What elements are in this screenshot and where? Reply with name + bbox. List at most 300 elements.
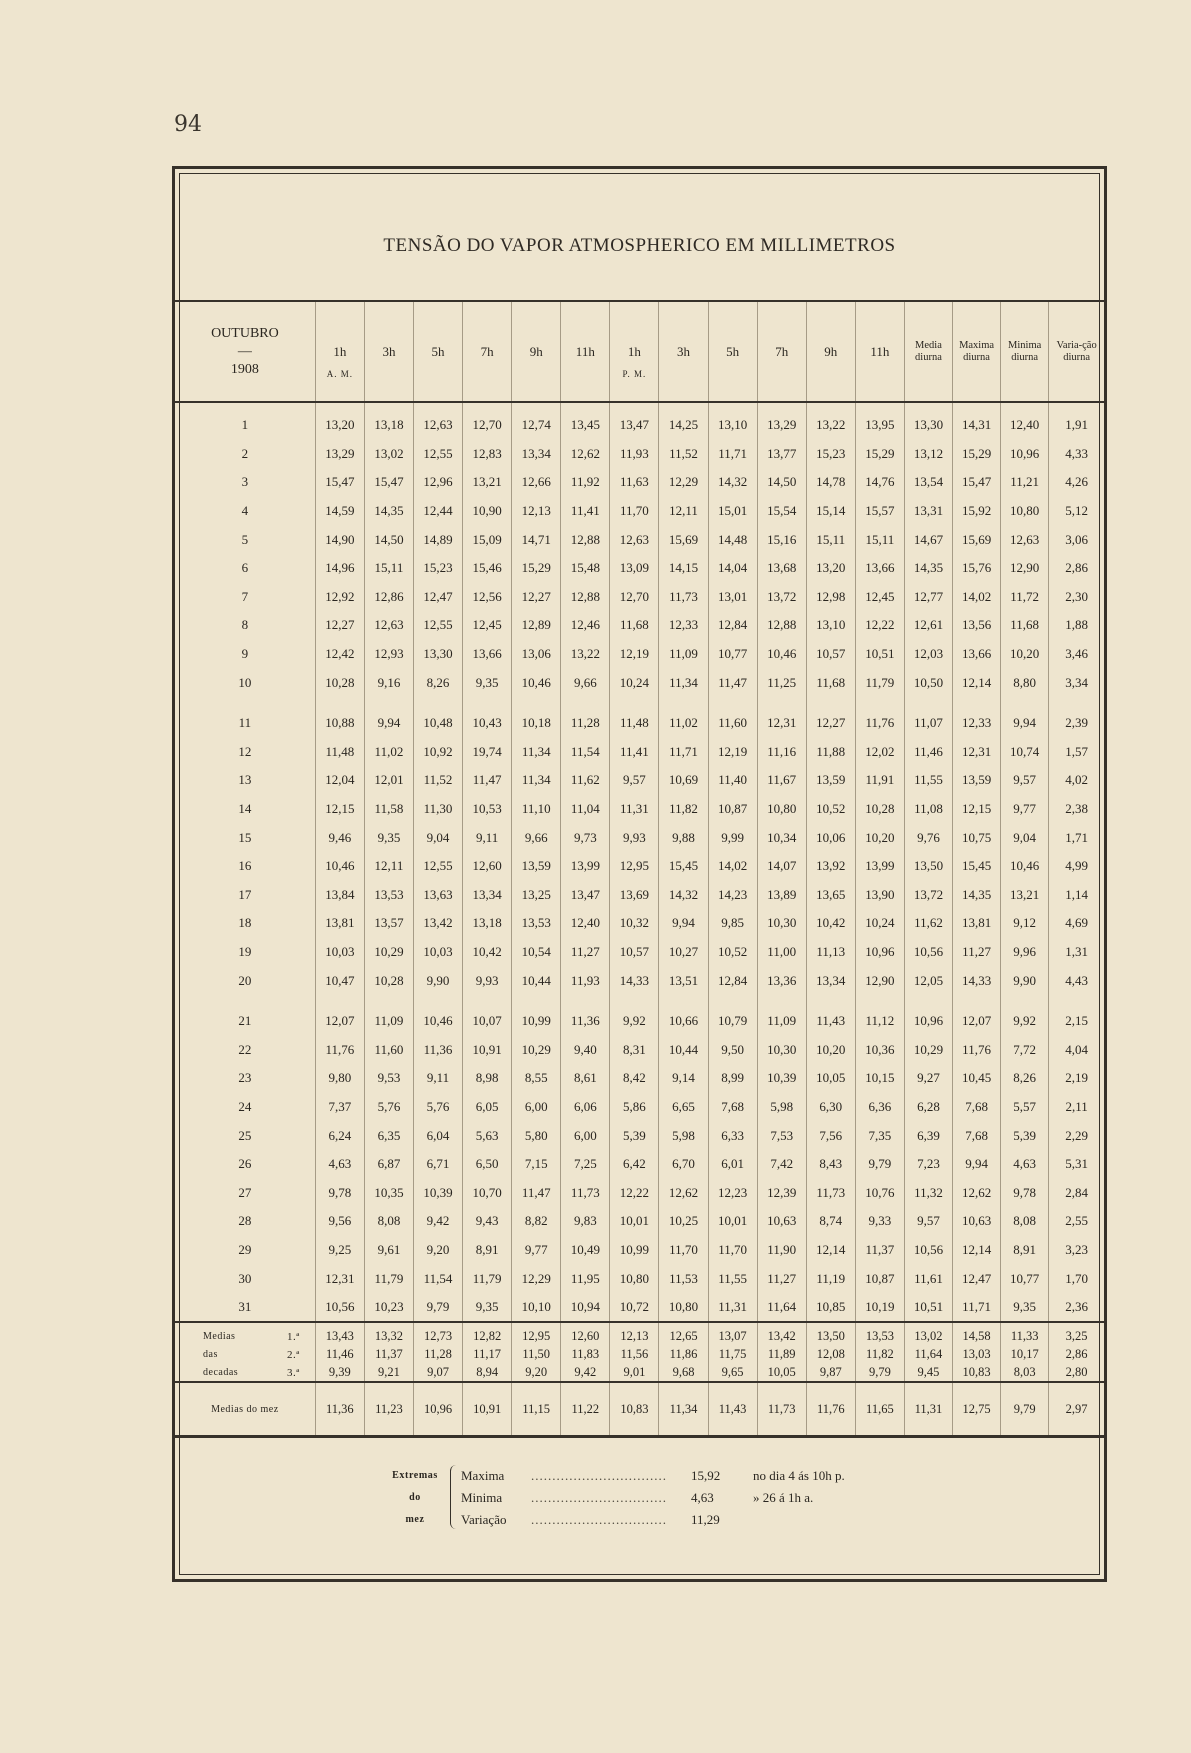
value-cell: 13,29: [315, 440, 364, 469]
value-cell: 11,64: [757, 1293, 806, 1323]
value-cell: 13,34: [463, 881, 512, 910]
value-cell: 5,80: [512, 1121, 561, 1150]
value-cell: 3,25: [1049, 1322, 1104, 1345]
value-cell: 12,08: [806, 1345, 855, 1363]
value-cell: 5,98: [659, 1121, 708, 1150]
month-means-row: [175, 1382, 1104, 1437]
decade-gap: [175, 995, 1104, 1007]
value-cell: 10,74: [1001, 738, 1049, 767]
table-row: [175, 795, 1104, 824]
value-cell: 5,57: [1001, 1093, 1049, 1122]
value-cell: 7,42: [757, 1150, 806, 1179]
gap-cell: [1049, 995, 1104, 1007]
value-cell: 10,05: [806, 1064, 855, 1093]
table-row: [175, 881, 1104, 910]
value-cell: 6,71: [413, 1150, 462, 1179]
hour-label: 1h: [627, 343, 641, 359]
value-cell: 10,44: [512, 966, 561, 995]
extreme-name: Maxima: [461, 1468, 505, 1483]
value-cell: 10,80: [659, 1293, 708, 1323]
day-cell: 23: [238, 1070, 252, 1086]
day-cell: 5: [241, 531, 249, 547]
value-cell: 12,15: [953, 795, 1001, 824]
value-cell: 12,42: [315, 640, 364, 669]
value-cell: 12,40: [1001, 402, 1049, 440]
extreme-dots: ................................: [531, 1512, 667, 1527]
value-cell: 10,07: [463, 1007, 512, 1036]
value-cell: 9,21: [364, 1363, 413, 1382]
value-cell: 11,79: [855, 668, 904, 697]
gap-cell: [904, 697, 952, 709]
value-cell: 14,35: [904, 554, 952, 583]
value-cell: 13,66: [463, 640, 512, 669]
value-cell: 10,44: [659, 1035, 708, 1064]
value-cell: 12,40: [561, 909, 610, 938]
value-cell: 13,53: [512, 909, 561, 938]
value-cell: 10,46: [1001, 852, 1049, 881]
value-cell: 10,80: [757, 795, 806, 824]
value-cell: 4,69: [1049, 909, 1104, 938]
value-cell: 11,25: [757, 668, 806, 697]
value-cell: 11,88: [806, 738, 855, 767]
maxima-header: Maxima diurna: [953, 301, 1001, 402]
value-cell: 12,45: [463, 611, 512, 640]
value-cell: 9,46: [315, 823, 364, 852]
gap-cell: [953, 697, 1001, 709]
value-cell: 8,80: [1001, 668, 1049, 697]
value-cell: 14,59: [315, 497, 364, 526]
value-cell: 13,92: [806, 852, 855, 881]
day-cell: 31: [238, 1299, 252, 1315]
value-cell: 12,62: [561, 440, 610, 469]
value-cell: 12,14: [953, 668, 1001, 697]
value-cell: 11,68: [610, 611, 659, 640]
value-cell: 6,36: [855, 1093, 904, 1122]
value-cell: 13,20: [315, 402, 364, 440]
value-cell: 15,45: [659, 852, 708, 881]
value-cell: 12,02: [855, 738, 904, 767]
value-cell: 10,42: [463, 938, 512, 967]
value-cell: 11,47: [708, 668, 757, 697]
value-cell: 2,19: [1049, 1064, 1104, 1093]
value-cell: 1,91: [1049, 402, 1104, 440]
value-cell: 9,61: [364, 1236, 413, 1265]
value-cell: 8,03: [1001, 1363, 1049, 1382]
value-cell: 9,66: [512, 823, 561, 852]
value-cell: 14,25: [659, 402, 708, 440]
value-cell: 13,59: [953, 766, 1001, 795]
table-row: [175, 938, 1104, 967]
value-cell: 12,27: [315, 611, 364, 640]
value-cell: 12,11: [364, 852, 413, 881]
value-cell: 13,06: [512, 640, 561, 669]
value-cell: 8,43: [806, 1150, 855, 1179]
value-cell: 2,86: [1049, 554, 1104, 583]
value-cell: 2,36: [1049, 1293, 1104, 1323]
hour-header: [561, 301, 610, 402]
value-cell: 13,99: [855, 852, 904, 881]
value-cell: 9,11: [463, 823, 512, 852]
day-cell: 17: [238, 886, 252, 902]
value-cell: 2,55: [1049, 1207, 1104, 1236]
value-cell: 13,36: [757, 966, 806, 995]
gap-cell: [413, 697, 462, 709]
value-cell: 9,73: [561, 823, 610, 852]
value-cell: 9,01: [610, 1363, 659, 1382]
value-cell: 11,04: [561, 795, 610, 824]
value-cell: 11,27: [953, 938, 1001, 967]
value-cell: 9,94: [953, 1150, 1001, 1179]
value-cell: 5,76: [364, 1093, 413, 1122]
day-cell: 11: [238, 715, 252, 731]
value-cell: 9,79: [1001, 1382, 1049, 1437]
day-cell: 1: [241, 417, 249, 433]
value-cell: 6,50: [463, 1150, 512, 1179]
value-cell: 9,33: [855, 1207, 904, 1236]
value-cell: 14,35: [953, 881, 1001, 910]
value-cell: 9,04: [1001, 823, 1049, 852]
value-cell: 11,70: [708, 1236, 757, 1265]
value-cell: 8,55: [512, 1064, 561, 1093]
day-cell: 12: [238, 743, 252, 759]
table-row: [175, 525, 1104, 554]
value-cell: 12,55: [413, 440, 462, 469]
value-cell: 10,96: [904, 1007, 952, 1036]
value-cell: 14,02: [708, 852, 757, 881]
value-cell: 13,89: [757, 881, 806, 910]
table-frame: [172, 166, 1107, 1582]
value-cell: 15,29: [855, 440, 904, 469]
value-cell: 12,63: [413, 402, 462, 440]
media-header: Media diurna: [904, 301, 952, 402]
value-cell: 15,11: [855, 525, 904, 554]
value-cell: 11,73: [659, 583, 708, 612]
value-cell: 13,03: [953, 1345, 1001, 1363]
value-cell: 10,46: [757, 640, 806, 669]
value-cell: 10,57: [610, 938, 659, 967]
value-cell: 11,47: [463, 766, 512, 795]
value-cell: 11,50: [512, 1345, 561, 1363]
value-cell: 3,23: [1049, 1236, 1104, 1265]
value-cell: 13,31: [904, 497, 952, 526]
value-cell: 4,63: [1001, 1150, 1049, 1179]
value-cell: 14,78: [806, 468, 855, 497]
page-number: 94: [174, 112, 202, 137]
table-row: [175, 1035, 1104, 1064]
value-cell: 10,91: [463, 1382, 512, 1437]
value-cell: 5,98: [757, 1093, 806, 1122]
value-cell: 10,94: [561, 1293, 610, 1323]
value-cell: 11,09: [757, 1007, 806, 1036]
value-cell: 13,99: [561, 852, 610, 881]
decade-label-text: das: [203, 1348, 218, 1360]
value-cell: 10,30: [757, 909, 806, 938]
value-cell: 10,51: [904, 1293, 952, 1323]
value-cell: 11,79: [364, 1264, 413, 1293]
value-cell: 11,76: [806, 1382, 855, 1437]
value-cell: 13,02: [904, 1322, 952, 1345]
decade-gap: [175, 697, 1104, 709]
value-cell: 11,48: [315, 738, 364, 767]
value-cell: 11,60: [708, 709, 757, 738]
value-cell: 10,03: [413, 938, 462, 967]
value-cell: 6,42: [610, 1150, 659, 1179]
day-cell: 7: [241, 588, 249, 604]
gap-cell: [561, 697, 610, 709]
gap-cell: [315, 995, 364, 1007]
value-cell: 10,32: [610, 909, 659, 938]
table-row: [175, 1264, 1104, 1293]
value-cell: 11,27: [561, 938, 610, 967]
extremes-label: [385, 1465, 445, 1531]
value-cell: 9,53: [364, 1064, 413, 1093]
value-cell: 11,34: [512, 766, 561, 795]
gap-cell: [1001, 697, 1049, 709]
value-cell: 14,50: [757, 468, 806, 497]
gap-cell: [463, 995, 512, 1007]
value-cell: 12,22: [855, 611, 904, 640]
hour-label: 1h: [333, 343, 347, 359]
value-cell: 10,01: [610, 1207, 659, 1236]
value-cell: 8,31: [610, 1035, 659, 1064]
value-cell: 12,74: [512, 402, 561, 440]
value-cell: 13,47: [610, 402, 659, 440]
value-cell: 10,46: [315, 852, 364, 881]
value-cell: 9,94: [364, 709, 413, 738]
value-cell: 11,12: [855, 1007, 904, 1036]
value-cell: 12,29: [659, 468, 708, 497]
day-cell: 27: [238, 1184, 252, 1200]
value-cell: 11,93: [561, 966, 610, 995]
value-cell: 8,42: [610, 1064, 659, 1093]
hour-label: 5h: [726, 343, 740, 359]
value-cell: 8,82: [512, 1207, 561, 1236]
value-cell: 10,29: [364, 938, 413, 967]
value-cell: 12,11: [659, 497, 708, 526]
day-cell: 26: [238, 1156, 252, 1172]
value-cell: 13,95: [855, 402, 904, 440]
value-cell: 13,30: [413, 640, 462, 669]
value-cell: 6,24: [315, 1121, 364, 1150]
value-cell: 12,56: [463, 583, 512, 612]
extreme-row: [461, 1509, 845, 1531]
value-cell: 11,23: [364, 1382, 413, 1437]
value-cell: 14,58: [953, 1322, 1001, 1345]
value-cell: 8,61: [561, 1064, 610, 1093]
value-cell: 15,54: [757, 497, 806, 526]
value-cell: 12,63: [1001, 525, 1049, 554]
value-cell: 8,91: [1001, 1236, 1049, 1265]
value-cell: 15,23: [806, 440, 855, 469]
extremes-rows: [461, 1465, 845, 1531]
gap-cell: [855, 697, 904, 709]
value-cell: 10,87: [855, 1264, 904, 1293]
value-cell: 13,47: [561, 881, 610, 910]
day-cell: 2: [241, 445, 249, 461]
value-cell: 9,94: [659, 909, 708, 938]
value-cell: 2,80: [1049, 1363, 1104, 1382]
value-cell: 13,34: [806, 966, 855, 995]
gap-cell: [1049, 697, 1104, 709]
value-cell: 11,55: [708, 1264, 757, 1293]
value-cell: 13,42: [413, 909, 462, 938]
value-cell: 12,14: [806, 1236, 855, 1265]
value-cell: 11,71: [708, 440, 757, 469]
table-row: [175, 402, 1104, 440]
value-cell: 9,39: [315, 1363, 364, 1382]
value-cell: 15,01: [708, 497, 757, 526]
value-cell: 14,33: [953, 966, 1001, 995]
value-cell: 12,83: [463, 440, 512, 469]
table-row: [175, 583, 1104, 612]
value-cell: 15,69: [953, 525, 1001, 554]
value-cell: 2,38: [1049, 795, 1104, 824]
value-cell: 12,84: [708, 966, 757, 995]
value-cell: 12,60: [463, 852, 512, 881]
hour-label: 9h: [529, 343, 543, 359]
value-cell: 9,94: [1001, 709, 1049, 738]
value-cell: 13,20: [806, 554, 855, 583]
value-cell: 14,71: [512, 525, 561, 554]
value-cell: 13,54: [904, 468, 952, 497]
value-cell: 10,63: [757, 1207, 806, 1236]
value-cell: 9,80: [315, 1064, 364, 1093]
decade-row: [175, 1345, 1104, 1363]
value-cell: 13,69: [610, 881, 659, 910]
value-cell: 10,30: [757, 1035, 806, 1064]
value-cell: 1,14: [1049, 881, 1104, 910]
value-cell: 6,05: [463, 1093, 512, 1122]
value-cell: 15,29: [953, 440, 1001, 469]
hour-header: [708, 301, 757, 402]
value-cell: 9,11: [413, 1064, 462, 1093]
value-cell: 11,63: [610, 468, 659, 497]
day-cell: 21: [238, 1013, 252, 1029]
value-cell: 12,07: [953, 1007, 1001, 1036]
value-cell: 13,22: [806, 402, 855, 440]
value-cell: 10,23: [364, 1293, 413, 1323]
value-cell: 10,46: [512, 668, 561, 697]
hour-header: [512, 301, 561, 402]
value-cell: 13,01: [708, 583, 757, 612]
value-cell: 9,90: [413, 966, 462, 995]
value-cell: 7,56: [806, 1121, 855, 1150]
extreme-when: » 26 á 1h a.: [753, 1490, 814, 1505]
value-cell: 9,68: [659, 1363, 708, 1382]
value-cell: 12,31: [953, 738, 1001, 767]
value-cell: 9,78: [315, 1178, 364, 1207]
value-cell: 12,89: [512, 611, 561, 640]
value-cell: 6,30: [806, 1093, 855, 1122]
am-label: A. M.: [326, 369, 353, 379]
table-row: [175, 852, 1104, 881]
value-cell: 2,39: [1049, 709, 1104, 738]
value-cell: 12,19: [708, 738, 757, 767]
gap-cell: [904, 995, 952, 1007]
value-cell: 13,72: [757, 583, 806, 612]
gap-cell: [610, 995, 659, 1007]
value-cell: 13,10: [708, 402, 757, 440]
day-cell: 30: [238, 1270, 252, 1286]
day-cell: 19: [238, 943, 252, 959]
value-cell: 10,53: [463, 795, 512, 824]
month-means-body: [175, 1382, 1104, 1437]
value-cell: 10,19: [855, 1293, 904, 1323]
value-cell: 9,79: [855, 1363, 904, 1382]
table-row: [175, 766, 1104, 795]
gap-cell: [659, 995, 708, 1007]
decade-row: [175, 1363, 1104, 1382]
value-cell: 12,77: [904, 583, 952, 612]
gap-cell: [364, 697, 413, 709]
value-cell: 12,62: [953, 1178, 1001, 1207]
value-cell: 13,63: [413, 881, 462, 910]
value-cell: 6,01: [708, 1150, 757, 1179]
value-cell: 11,71: [953, 1293, 1001, 1323]
value-cell: 10,52: [806, 795, 855, 824]
value-cell: 11,58: [364, 795, 413, 824]
minima-header: Minima diurna: [1001, 301, 1049, 402]
value-cell: 13,45: [561, 402, 610, 440]
day-cell: 14: [238, 801, 252, 817]
value-cell: 10,17: [1001, 1345, 1049, 1363]
value-cell: 13,57: [364, 909, 413, 938]
value-cell: 11,90: [757, 1236, 806, 1265]
value-cell: 13,02: [364, 440, 413, 469]
value-cell: 11,56: [610, 1345, 659, 1363]
value-cell: 13,50: [806, 1322, 855, 1345]
value-cell: 11,36: [315, 1382, 364, 1437]
value-cell: 9,93: [463, 966, 512, 995]
table-row: [175, 611, 1104, 640]
value-cell: 10,27: [659, 938, 708, 967]
value-cell: 10,77: [708, 640, 757, 669]
value-cell: 9,12: [1001, 909, 1049, 938]
value-cell: 11,37: [855, 1236, 904, 1265]
value-cell: 11,71: [659, 738, 708, 767]
value-cell: 13,21: [1001, 881, 1049, 910]
value-cell: 11,33: [1001, 1322, 1049, 1345]
value-cell: 9,99: [708, 823, 757, 852]
value-cell: 11,28: [561, 709, 610, 738]
extremes-brace: [450, 1465, 459, 1529]
value-cell: 11,16: [757, 738, 806, 767]
value-cell: 13,12: [904, 440, 952, 469]
value-cell: 11,67: [757, 766, 806, 795]
decade-ordinal: 3.ª: [287, 1366, 300, 1379]
gap-cell: [175, 995, 315, 1007]
value-cell: 10,69: [659, 766, 708, 795]
value-cell: 11,36: [413, 1035, 462, 1064]
value-cell: 12,33: [953, 709, 1001, 738]
value-cell: 11,08: [904, 795, 952, 824]
value-cell: 15,48: [561, 554, 610, 583]
value-cell: 15,09: [463, 525, 512, 554]
value-cell: 12,82: [463, 1322, 512, 1345]
hour-label: 3h: [677, 343, 690, 359]
value-cell: 10,80: [1001, 497, 1049, 526]
value-cell: 10,39: [757, 1064, 806, 1093]
value-cell: 12,65: [659, 1322, 708, 1345]
decade-row: [175, 1322, 1104, 1345]
table-row: [175, 909, 1104, 938]
value-cell: 9,25: [315, 1236, 364, 1265]
value-cell: 10,42: [806, 909, 855, 938]
value-cell: 7,68: [708, 1093, 757, 1122]
value-cell: 9,04: [413, 823, 462, 852]
extreme-when: [741, 1509, 753, 1531]
table-row: [175, 497, 1104, 526]
